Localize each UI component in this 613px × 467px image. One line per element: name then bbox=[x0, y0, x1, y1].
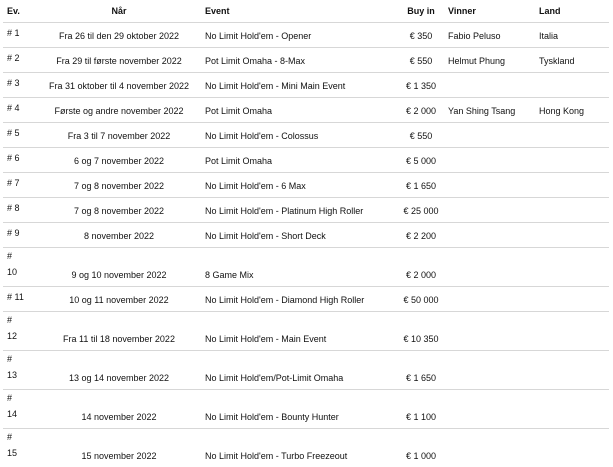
cell-vinner bbox=[444, 148, 535, 173]
cell-event: No Limit Hold'em - Short Deck bbox=[201, 223, 398, 248]
cell-buyin: € 2 000 bbox=[398, 98, 444, 123]
cell-vinner: Helmut Phung bbox=[444, 48, 535, 73]
cell-ev: # 3 bbox=[3, 73, 37, 98]
cell-ev: # 5 bbox=[3, 123, 37, 148]
table-row bbox=[3, 98, 609, 123]
cell-buyin: € 550 bbox=[398, 48, 444, 73]
cell-vinner: Yan Shing Tsang bbox=[444, 98, 535, 123]
cell-nar: 7 og 8 november 2022 bbox=[37, 198, 201, 223]
cell-buyin: € 550 bbox=[398, 123, 444, 148]
cell-vinner bbox=[444, 312, 535, 351]
cell-event: Pot Limit Omaha bbox=[201, 148, 398, 173]
header-ev: Ev. bbox=[3, 0, 37, 23]
cell-nar: 9 og 10 november 2022 bbox=[37, 248, 201, 287]
cell-ev: # 12 bbox=[3, 312, 37, 351]
cell-buyin: € 50 000 bbox=[398, 287, 444, 312]
table-row bbox=[3, 287, 609, 312]
cell-event: No Limit Hold'em - Opener bbox=[201, 23, 398, 48]
cell-nar: Fra 26 til den 29 oktober 2022 bbox=[37, 23, 201, 48]
header-nar: Når bbox=[37, 0, 201, 23]
table-row bbox=[3, 23, 609, 48]
cell-nar: 13 og 14 november 2022 bbox=[37, 351, 201, 390]
cell-land: Tyskland bbox=[535, 48, 609, 73]
cell-ev: # 10 bbox=[3, 248, 37, 287]
cell-buyin: € 1 350 bbox=[398, 73, 444, 98]
cell-land bbox=[535, 223, 609, 248]
cell-land bbox=[535, 123, 609, 148]
cell-nar: 8 november 2022 bbox=[37, 223, 201, 248]
cell-vinner bbox=[444, 429, 535, 467]
cell-land bbox=[535, 73, 609, 98]
table-row bbox=[3, 123, 609, 148]
cell-event: No Limit Hold'em - Bounty Hunter bbox=[201, 390, 398, 429]
cell-land bbox=[535, 287, 609, 312]
cell-vinner bbox=[444, 198, 535, 223]
cell-vinner bbox=[444, 123, 535, 148]
schedule-table bbox=[3, 0, 609, 467]
cell-event: No Limit Hold'em - Colossus bbox=[201, 123, 398, 148]
cell-land: Hong Kong bbox=[535, 98, 609, 123]
cell-buyin: € 10 350 bbox=[398, 312, 444, 351]
cell-nar: 10 og 11 november 2022 bbox=[37, 287, 201, 312]
cell-event: No Limit Hold'em - Mini Main Event bbox=[201, 73, 398, 98]
schedule-table-wrapper bbox=[3, 0, 609, 467]
header-vinner: Vinner bbox=[444, 0, 535, 23]
cell-ev: # 15 bbox=[3, 429, 37, 467]
table-row bbox=[3, 429, 609, 467]
cell-vinner bbox=[444, 351, 535, 390]
cell-nar: 14 november 2022 bbox=[37, 390, 201, 429]
table-row bbox=[3, 173, 609, 198]
cell-buyin: € 350 bbox=[398, 23, 444, 48]
table-row bbox=[3, 73, 609, 98]
cell-nar: Fra 29 til første november 2022 bbox=[37, 48, 201, 73]
table-body bbox=[3, 23, 609, 467]
cell-ev: # 7 bbox=[3, 173, 37, 198]
cell-buyin: € 1 650 bbox=[398, 351, 444, 390]
cell-land bbox=[535, 351, 609, 390]
table-row bbox=[3, 198, 609, 223]
cell-land bbox=[535, 198, 609, 223]
cell-buyin: € 1 650 bbox=[398, 173, 444, 198]
cell-ev: # 14 bbox=[3, 390, 37, 429]
cell-event: No Limit Hold'em/Pot-Limit Omaha bbox=[201, 351, 398, 390]
cell-ev: # 9 bbox=[3, 223, 37, 248]
cell-ev: # 8 bbox=[3, 198, 37, 223]
cell-nar: Fra 11 til 18 november 2022 bbox=[37, 312, 201, 351]
cell-nar: 7 og 8 november 2022 bbox=[37, 173, 201, 198]
cell-land bbox=[535, 248, 609, 287]
cell-event: Pot Limit Omaha - 8-Max bbox=[201, 48, 398, 73]
table-row bbox=[3, 223, 609, 248]
table-row bbox=[3, 48, 609, 73]
header-land: Land bbox=[535, 0, 609, 23]
cell-buyin: € 5 000 bbox=[398, 148, 444, 173]
cell-land: Italia bbox=[535, 23, 609, 48]
cell-event: No Limit Hold'em - Main Event bbox=[201, 312, 398, 351]
cell-ev: # 2 bbox=[3, 48, 37, 73]
table-row bbox=[3, 248, 609, 287]
cell-ev: # 1 bbox=[3, 23, 37, 48]
cell-vinner bbox=[444, 287, 535, 312]
cell-land bbox=[535, 429, 609, 467]
cell-nar: 15 november 2022 bbox=[37, 429, 201, 467]
cell-event: No Limit Hold'em - 6 Max bbox=[201, 173, 398, 198]
cell-event: No Limit Hold'em - Diamond High Roller bbox=[201, 287, 398, 312]
cell-event: Pot Limit Omaha bbox=[201, 98, 398, 123]
cell-land bbox=[535, 148, 609, 173]
cell-buyin: € 1 100 bbox=[398, 390, 444, 429]
cell-ev: # 13 bbox=[3, 351, 37, 390]
table-row bbox=[3, 312, 609, 351]
cell-buyin: € 1 000 bbox=[398, 429, 444, 467]
header-event: Event bbox=[201, 0, 398, 23]
cell-vinner: Fabio Peluso bbox=[444, 23, 535, 48]
cell-event: No Limit Hold'em - Turbo Freezeout bbox=[201, 429, 398, 467]
cell-nar: Fra 3 til 7 november 2022 bbox=[37, 123, 201, 148]
cell-land bbox=[535, 173, 609, 198]
table-header-row bbox=[3, 0, 609, 23]
cell-vinner bbox=[444, 173, 535, 198]
header-buyin: Buy in bbox=[398, 0, 444, 23]
cell-buyin: € 25 000 bbox=[398, 198, 444, 223]
cell-nar: 6 og 7 november 2022 bbox=[37, 148, 201, 173]
cell-vinner bbox=[444, 223, 535, 248]
cell-vinner bbox=[444, 73, 535, 98]
table-row bbox=[3, 148, 609, 173]
cell-buyin: € 2 200 bbox=[398, 223, 444, 248]
cell-event: No Limit Hold'em - Platinum High Roller bbox=[201, 198, 398, 223]
cell-event: 8 Game Mix bbox=[201, 248, 398, 287]
cell-vinner bbox=[444, 248, 535, 287]
cell-land bbox=[535, 312, 609, 351]
cell-nar: Første og andre november 2022 bbox=[37, 98, 201, 123]
cell-ev: # 11 bbox=[3, 287, 37, 312]
cell-ev: # 4 bbox=[3, 98, 37, 123]
cell-buyin: € 2 000 bbox=[398, 248, 444, 287]
cell-ev: # 6 bbox=[3, 148, 37, 173]
cell-nar: Fra 31 oktober til 4 november 2022 bbox=[37, 73, 201, 98]
table-row bbox=[3, 351, 609, 390]
